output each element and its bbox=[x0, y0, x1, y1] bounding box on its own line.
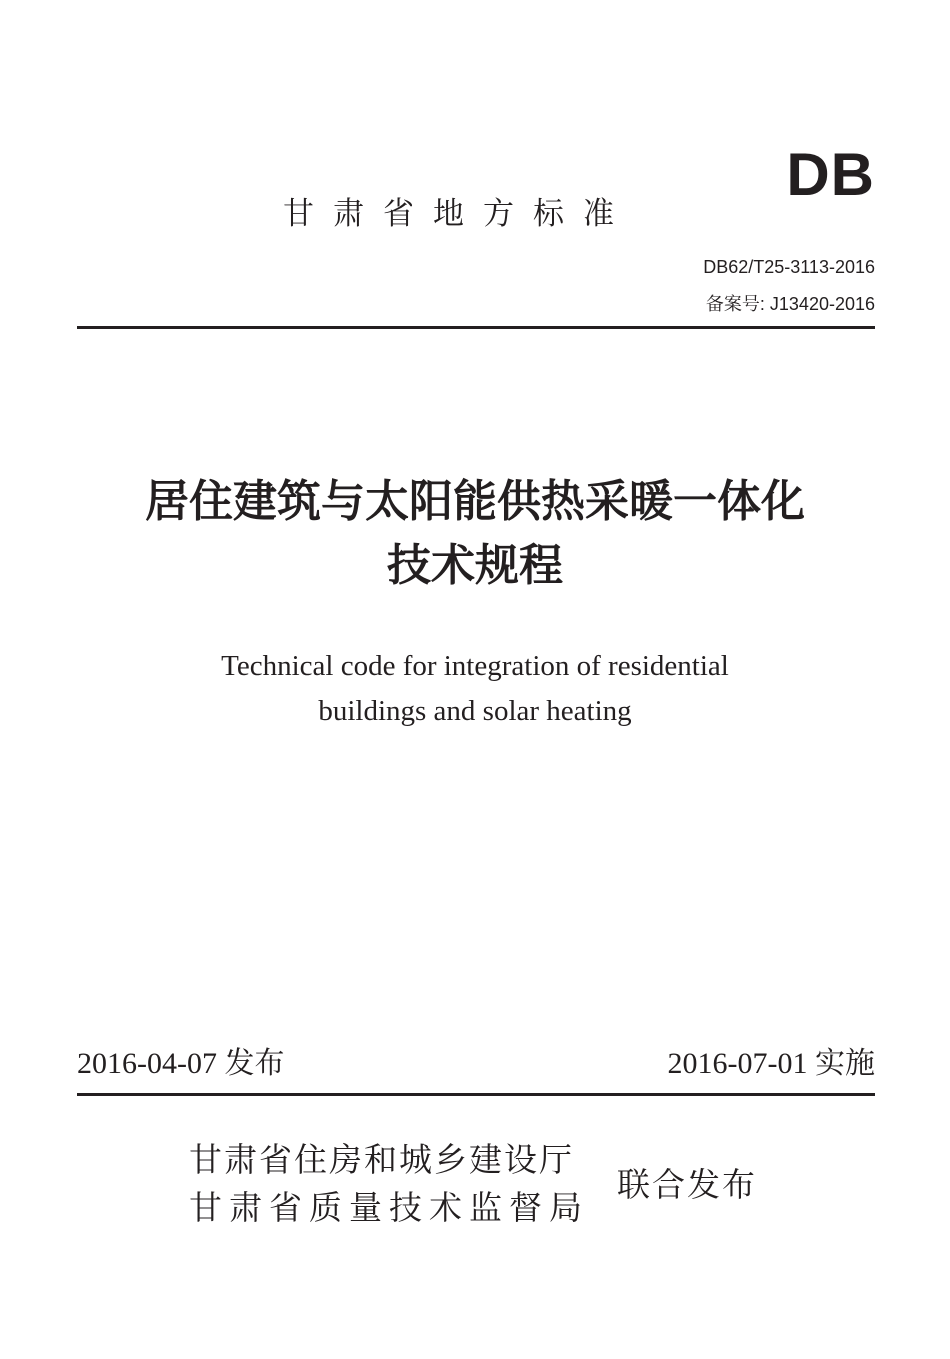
issuing-authority-2: 甘肃省质量技术监督局 bbox=[189, 1188, 589, 1227]
joint-release-label: 联合发布 bbox=[617, 1165, 757, 1204]
bottom-divider bbox=[77, 1093, 875, 1096]
chinese-title-line-2: 技术规程 bbox=[387, 540, 563, 591]
db-logo: DB bbox=[786, 141, 875, 208]
issuing-authority-1: 甘肃省住房和城乡建设厅 bbox=[189, 1140, 574, 1179]
chinese-title-line-1: 居住建筑与太阳能供热采暖一体化 bbox=[145, 476, 805, 527]
standard-code: DB62/T25-3113-2016 bbox=[703, 257, 875, 277]
implementation-date: 2016-07-01 实施 bbox=[667, 1047, 875, 1080]
english-title-line-1: Technical code for integration of residential bbox=[221, 650, 729, 682]
english-title-line-2: buildings and solar heating bbox=[318, 695, 632, 727]
top-divider bbox=[77, 326, 875, 329]
issue-date: 2016-04-07 发布 bbox=[77, 1047, 285, 1080]
standard-type-heading: 甘肃省地方标准 bbox=[283, 196, 633, 232]
filing-number: 备案号: J13420-2016 bbox=[705, 294, 875, 314]
